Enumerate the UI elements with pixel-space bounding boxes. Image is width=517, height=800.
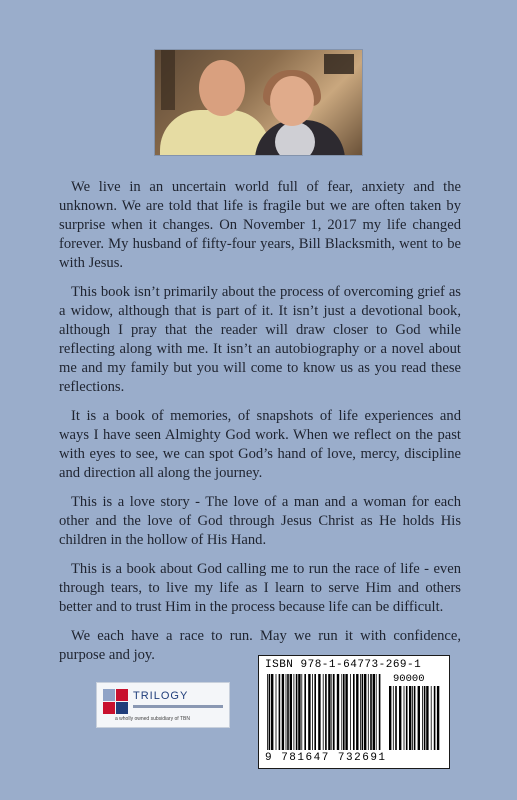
barcode-bar	[409, 686, 411, 750]
barcode-bar	[296, 674, 298, 750]
barcode-bar	[301, 674, 302, 750]
photo-frame-left	[161, 50, 175, 110]
ean-barcode-bars	[267, 674, 383, 750]
barcode-bar	[412, 686, 413, 750]
publisher-subsidiary: a wholly owned subsidiary of TBN	[115, 716, 190, 722]
barcode-bar	[298, 674, 300, 750]
barcode-bar	[406, 686, 408, 750]
barcode-bar	[337, 674, 339, 750]
publisher-tagline-bar	[133, 705, 223, 708]
author-photo	[155, 50, 362, 155]
barcode-bar	[418, 686, 420, 750]
barcode-bar	[360, 674, 361, 750]
barcode-bar	[282, 674, 284, 750]
barcode-bar	[393, 686, 394, 750]
publisher-name: TRILOGY	[133, 690, 189, 702]
barcode-bar	[434, 686, 436, 750]
paragraph: We live in an uncertain world full of fear, anxiety and the unknown. We are told that life is fragile but we are often taken by surprise when it changes. On November 1, 2017 my life changed forever. My husband of fifty-four years, Bill Blacksmith, went to be with Jesus.	[59, 179, 461, 271]
price-addon: 90000	[393, 673, 425, 685]
ean-digits: 9 781647 732691	[265, 752, 387, 764]
barcode-bar	[328, 674, 330, 750]
barcode-bar	[345, 674, 347, 750]
barcode-bar	[353, 674, 355, 750]
barcode-bar	[318, 674, 320, 750]
barcode-bar	[325, 674, 327, 750]
barcode-bar	[287, 674, 289, 750]
woman-head	[270, 76, 314, 126]
barcode-bar	[308, 674, 310, 750]
barcode-bar	[276, 674, 277, 750]
barcode-bar	[271, 674, 273, 750]
isbn-barcode	[258, 655, 450, 769]
paragraph: We each have a race to run. May we run it with confidence, purpose and joy.	[59, 628, 461, 663]
barcode-bar	[269, 674, 271, 750]
barcode-bar	[426, 686, 428, 750]
barcode-bar	[333, 674, 335, 750]
man-figure	[160, 110, 270, 155]
barcode-bar	[304, 674, 306, 750]
back-cover-blurb	[59, 178, 461, 675]
paragraph: It is a book of memories, of snapshots of life experiences and ways I have seen Almighty God work. When we reflect on the past with eyes to see, we can spot God’s hand of love, mercy, discipline and direction all along the journey.	[59, 408, 461, 481]
isbn-label: ISBN 978-1-64773-269-1	[265, 659, 422, 671]
barcode-bar	[368, 674, 369, 750]
barcode-bar	[290, 674, 292, 750]
barcode-bar	[404, 686, 405, 750]
publisher-logo	[96, 682, 230, 728]
barcode-bar	[341, 674, 342, 750]
barcode-bar	[376, 674, 377, 750]
barcode-bar	[356, 674, 358, 750]
barcode-bar	[395, 686, 397, 750]
paragraph: This book isn’t primarily about the process of overcoming grief as a widow, although that is part of it. It isn’t just a devotional book, although I pray that the reader will draw closer to God while reflecting along with me. It isn’t an autobiography or a novel about me and my family but you will come to know us as you read these reflections.	[59, 284, 461, 395]
barcode-bar	[370, 674, 372, 750]
barcode-bar	[312, 674, 313, 750]
barcode-bar	[424, 686, 426, 750]
barcode-bar	[362, 674, 364, 750]
barcode-bar	[364, 674, 366, 750]
barcode-bar	[294, 674, 295, 750]
barcode-bar	[286, 674, 287, 750]
barcode-bar	[314, 674, 316, 750]
barcode-bar	[279, 674, 281, 750]
barcode-bar	[399, 686, 401, 750]
paragraph: This is a love story - The love of a man and a woman for each other and the love of God through Jesus Christ as He holds His children in the hollow of His Hand.	[59, 494, 461, 548]
addon-barcode-bars	[389, 686, 441, 750]
barcode-bar	[389, 686, 391, 750]
photo-frame-right	[324, 54, 354, 74]
barcode-bar	[379, 674, 381, 750]
barcode-bar	[323, 674, 324, 750]
woman-scarf	[275, 122, 315, 155]
trilogy-mark-icon	[103, 689, 129, 715]
man-head	[199, 60, 245, 116]
barcode-bar	[437, 686, 439, 750]
barcode-bar	[350, 674, 351, 750]
barcode-bar	[373, 674, 375, 750]
barcode-bar	[414, 686, 416, 750]
barcode-bar	[331, 674, 332, 750]
barcode-bar	[422, 686, 423, 750]
barcode-bar	[267, 674, 268, 750]
barcode-bar	[343, 674, 345, 750]
barcode-bar	[431, 686, 432, 750]
paragraph: This is a book about God calling me to run the race of life - even through tears, to live my life as I learn to serve Him and others better and to trust Him in the process because life can be difficult.	[59, 561, 461, 615]
